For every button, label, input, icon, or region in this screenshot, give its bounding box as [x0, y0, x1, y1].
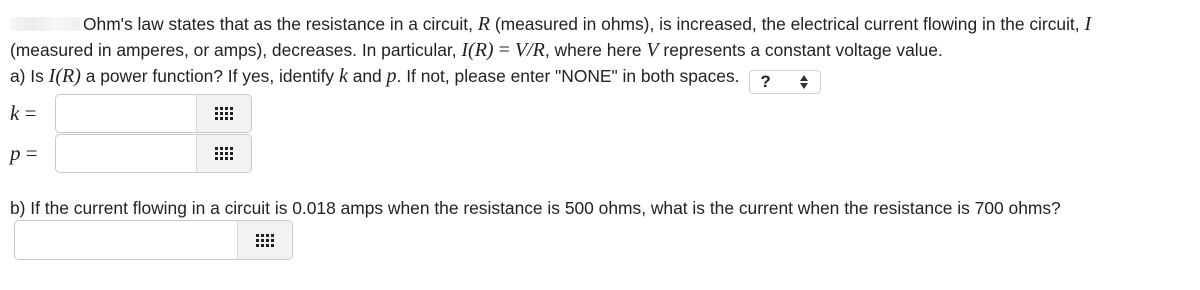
part-b-input[interactable]	[20, 222, 233, 258]
part-a-and: and	[347, 66, 387, 86]
k-label-var: k	[10, 101, 20, 125]
k-label	[10, 101, 55, 126]
keypad-grid-icon	[256, 234, 274, 247]
question-line2-a: (measured in amperes, or amps), decreases. In particular,	[10, 40, 462, 60]
k-input[interactable]	[61, 96, 192, 132]
part-a-end: . If not, please enter "NONE" in both spaces.	[396, 66, 740, 86]
question-line2-c: represents a constant voltage value.	[658, 40, 943, 60]
part-a-prefix: a) Is	[10, 66, 49, 86]
p-keypad-button[interactable]	[196, 135, 251, 172]
part-a-function: I(R)	[48, 65, 81, 87]
part-b-question: b) If the current flowing in a circuit is 0.018 amps when the resistance is 500 ohms, what is the current when the resistance is 700 ohms?	[10, 198, 1061, 218]
k-input-box	[55, 94, 252, 133]
var-k: k	[338, 65, 348, 87]
part-a-mid: a power function? If yes, identify	[80, 66, 339, 86]
p-label	[10, 141, 55, 166]
help-dropdown[interactable]	[749, 70, 821, 94]
redacted-header	[10, 17, 80, 31]
question-after-r: (measured in ohms), is increased, the electrical current flowing in the circuit,	[490, 14, 1085, 34]
p-label-eq: =	[20, 141, 38, 165]
help-dropdown-value: ?	[760, 72, 771, 91]
var-p: p	[386, 65, 397, 87]
p-input[interactable]	[61, 136, 192, 172]
var-V: V	[646, 39, 659, 61]
question-text	[10, 11, 1195, 94]
p-answer-row	[10, 134, 252, 173]
p-input-box	[55, 134, 252, 173]
keypad-grid-icon	[215, 107, 233, 120]
k-label-eq: =	[19, 101, 37, 125]
keypad-grid-icon	[215, 147, 233, 160]
p-label-var: p	[10, 141, 21, 165]
k-keypad-button[interactable]	[196, 95, 251, 132]
up-down-arrows-icon	[796, 72, 812, 92]
part-b-keypad-button[interactable]	[237, 221, 292, 259]
formula-rhs: V/R	[514, 39, 545, 61]
var-R: R	[477, 13, 490, 35]
formula-lhs: I(R)	[461, 39, 494, 61]
var-I: I	[1084, 13, 1092, 35]
question-intro: Ohm's law states that as the resistance in a circuit,	[83, 14, 478, 34]
question-line2-b: , where here	[544, 40, 647, 60]
part-b-input-box	[14, 220, 293, 260]
formula-eq: =	[493, 39, 515, 61]
k-answer-row	[10, 94, 252, 133]
